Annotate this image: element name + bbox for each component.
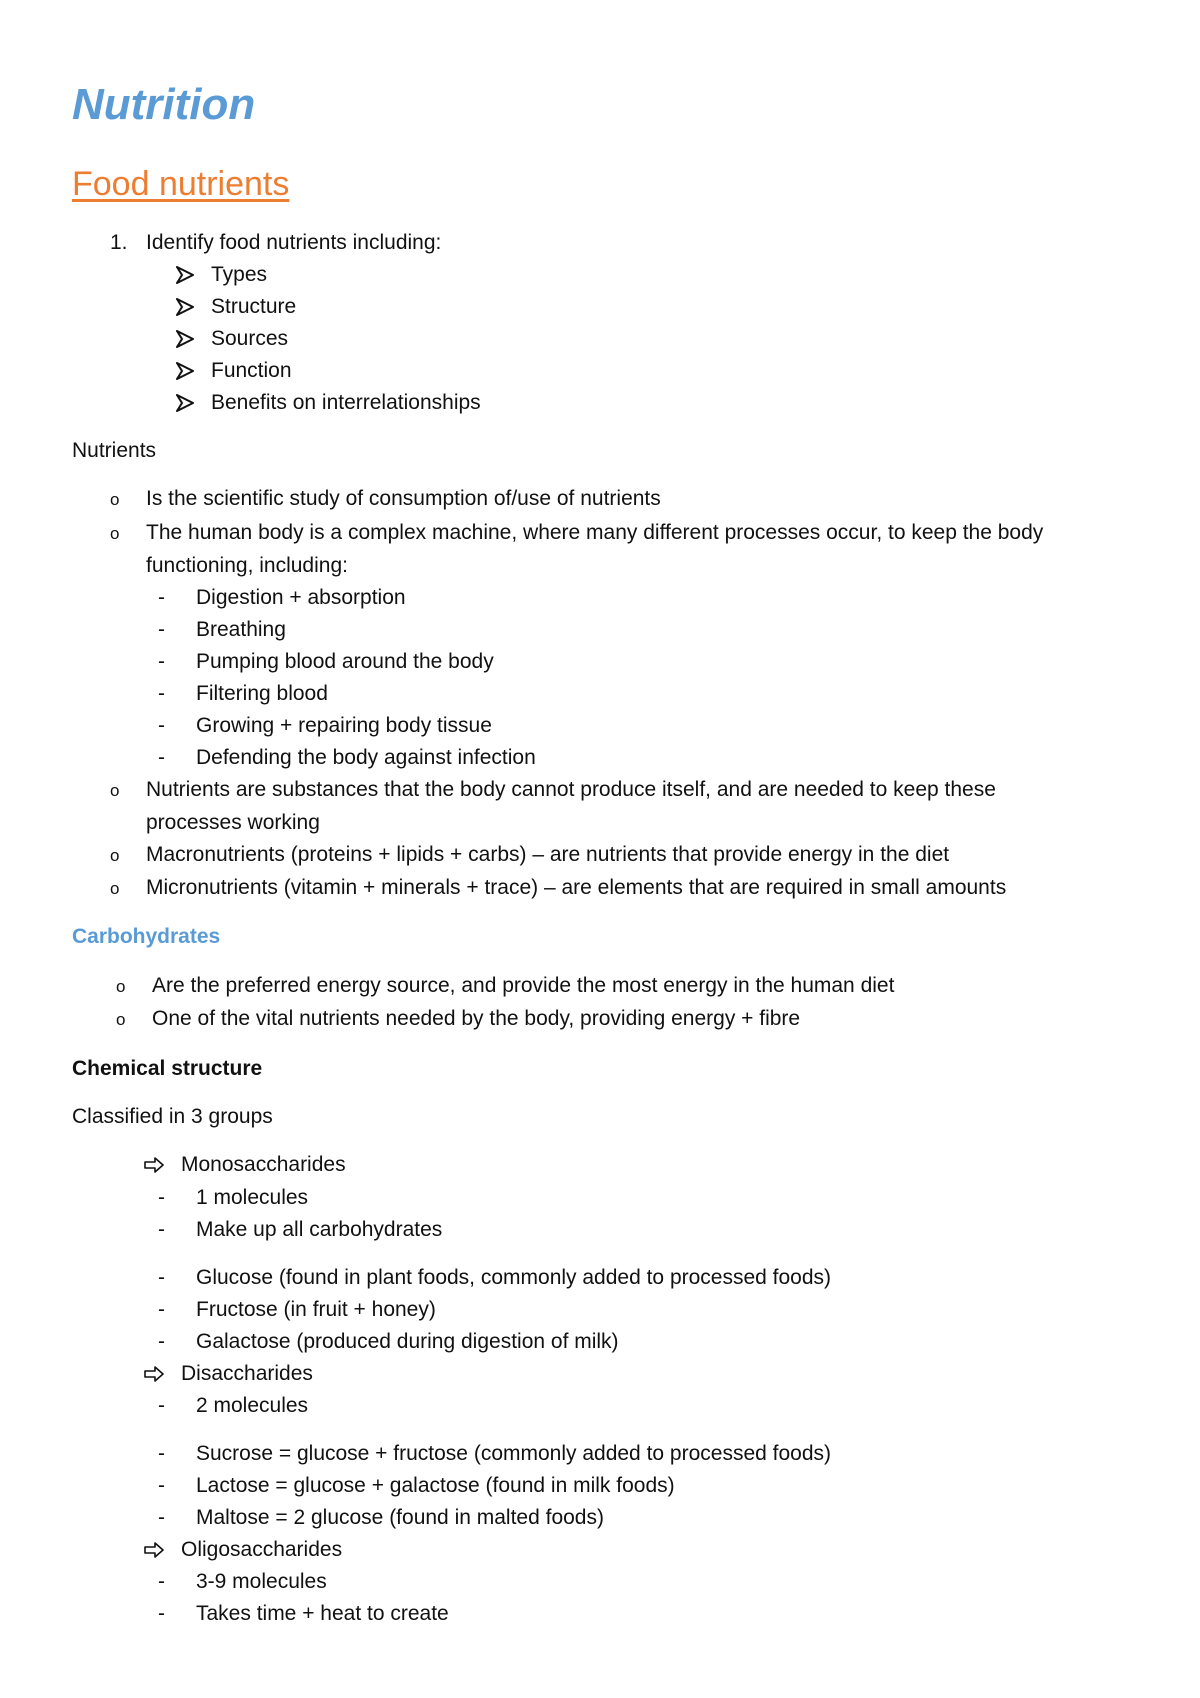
sub-list-item: Galactose (produced during digestion of milk) <box>196 1330 619 1353</box>
sub-list-item: Maltose = 2 glucose (found in malted foods) <box>196 1506 604 1529</box>
nutrients-heading: Nutrients <box>72 439 157 462</box>
circle-bullet: o <box>116 977 126 996</box>
dash-bullet: - <box>158 1186 165 1209</box>
outline-right-arrow-icon <box>144 1366 164 1382</box>
list-item: Is the scientific study of consumption of/use of nutrients <box>146 487 661 510</box>
sub-list-item: 1 molecules <box>196 1186 309 1209</box>
circle-bullet: o <box>110 879 120 898</box>
list-item-continued: functioning, including: <box>146 554 348 577</box>
objective-text: Identify food nutrients including: <box>146 231 442 254</box>
dash-bullet: - <box>158 618 165 641</box>
number-marker: 1. <box>110 231 128 254</box>
arrowhead-bullet-icon <box>176 266 194 284</box>
circle-bullet: o <box>110 524 120 543</box>
arrowhead-bullet-icon <box>176 330 194 348</box>
chemical-structure-heading: Chemical structure <box>72 1057 263 1080</box>
sub-list-item: 3-9 molecules <box>196 1570 327 1593</box>
dash-bullet: - <box>158 586 165 609</box>
objective-item: Benefits on interrelationships <box>211 391 481 414</box>
arrowhead-bullet-icon <box>176 394 194 412</box>
list-item: Macronutrients (proteins + lipids + carbs) – are nutrients that provide energy in the diet <box>146 843 950 866</box>
circle-bullet: o <box>110 490 120 509</box>
group-label-disaccharides: Disaccharides <box>181 1362 313 1385</box>
section-heading: Food nutrients <box>72 165 290 203</box>
objective-item: Types <box>211 263 268 286</box>
dash-bullet: - <box>158 714 165 737</box>
dash-bullet: - <box>158 1218 165 1241</box>
list-item: The human body is a complex machine, where many different processes occur, to keep the body <box>146 521 1044 544</box>
dash-bullet: - <box>158 1394 165 1417</box>
outline-right-arrow-icon <box>144 1542 164 1558</box>
sub-list-item: Filtering blood <box>196 682 328 705</box>
group-label-monosaccharides: Monosaccharides <box>181 1153 346 1176</box>
dash-bullet: - <box>158 1506 165 1529</box>
sub-list-item: Glucose (found in plant foods, commonly added to processed foods) <box>196 1266 832 1289</box>
carbohydrates-heading: Carbohydrates <box>72 925 221 948</box>
sub-list-item: Growing + repairing body tissue <box>196 714 492 737</box>
circle-bullet: o <box>116 1010 126 1029</box>
list-item: Are the preferred energy source, and provide the most energy in the human diet <box>152 974 895 997</box>
dash-bullet: - <box>158 1298 165 1321</box>
circle-bullet: o <box>110 846 120 865</box>
list-item: Nutrients are substances that the body cannot produce itself, and are needed to keep these <box>146 778 996 801</box>
arrowhead-bullet-icon <box>176 298 194 316</box>
objective-item: Structure <box>211 295 297 318</box>
circle-bullet: o <box>110 781 120 800</box>
page-title: Nutrition <box>72 80 256 129</box>
dash-bullet: - <box>158 1330 165 1353</box>
dash-bullet: - <box>158 650 165 673</box>
objective-item: Sources <box>211 327 289 350</box>
list-item-continued: processes working <box>146 811 320 834</box>
sub-list-item: Defending the body against infection <box>196 746 536 769</box>
sub-list-item: Digestion + absorption <box>196 586 406 609</box>
sub-list-item: 2 molecules <box>196 1394 309 1417</box>
arrowhead-bullet-icon <box>176 362 194 380</box>
sub-list-item: Lactose = glucose + galactose (found in milk foods) <box>196 1474 675 1497</box>
dash-bullet: - <box>158 1602 165 1625</box>
sub-list-item: Breathing <box>196 618 286 641</box>
dash-bullet: - <box>158 682 165 705</box>
group-label-oligosaccharides: Oligosaccharides <box>181 1538 343 1561</box>
sub-list-item: Fructose (in fruit + honey) <box>196 1298 436 1321</box>
sub-list-item: Takes time + heat to create <box>196 1602 449 1625</box>
objective-item: Function <box>211 359 292 382</box>
dash-bullet: - <box>158 1474 165 1497</box>
dash-bullet: - <box>158 1266 165 1289</box>
sub-list-item: Sucrose = glucose + fructose (commonly added to processed foods) <box>196 1442 832 1465</box>
sub-list-item: Pumping blood around the body <box>196 650 494 673</box>
list-item: Micronutrients (vitamin + minerals + trace) – are elements that are required in small amounts <box>146 876 1007 899</box>
dash-bullet: - <box>158 746 165 769</box>
dash-bullet: - <box>158 1570 165 1593</box>
classified-text: Classified in 3 groups <box>72 1105 273 1128</box>
dash-bullet: - <box>158 1442 165 1465</box>
list-item: One of the vital nutrients needed by the body, providing energy + fibre <box>152 1007 801 1030</box>
sub-list-item: Make up all carbohydrates <box>196 1218 443 1241</box>
outline-right-arrow-icon <box>144 1157 164 1173</box>
